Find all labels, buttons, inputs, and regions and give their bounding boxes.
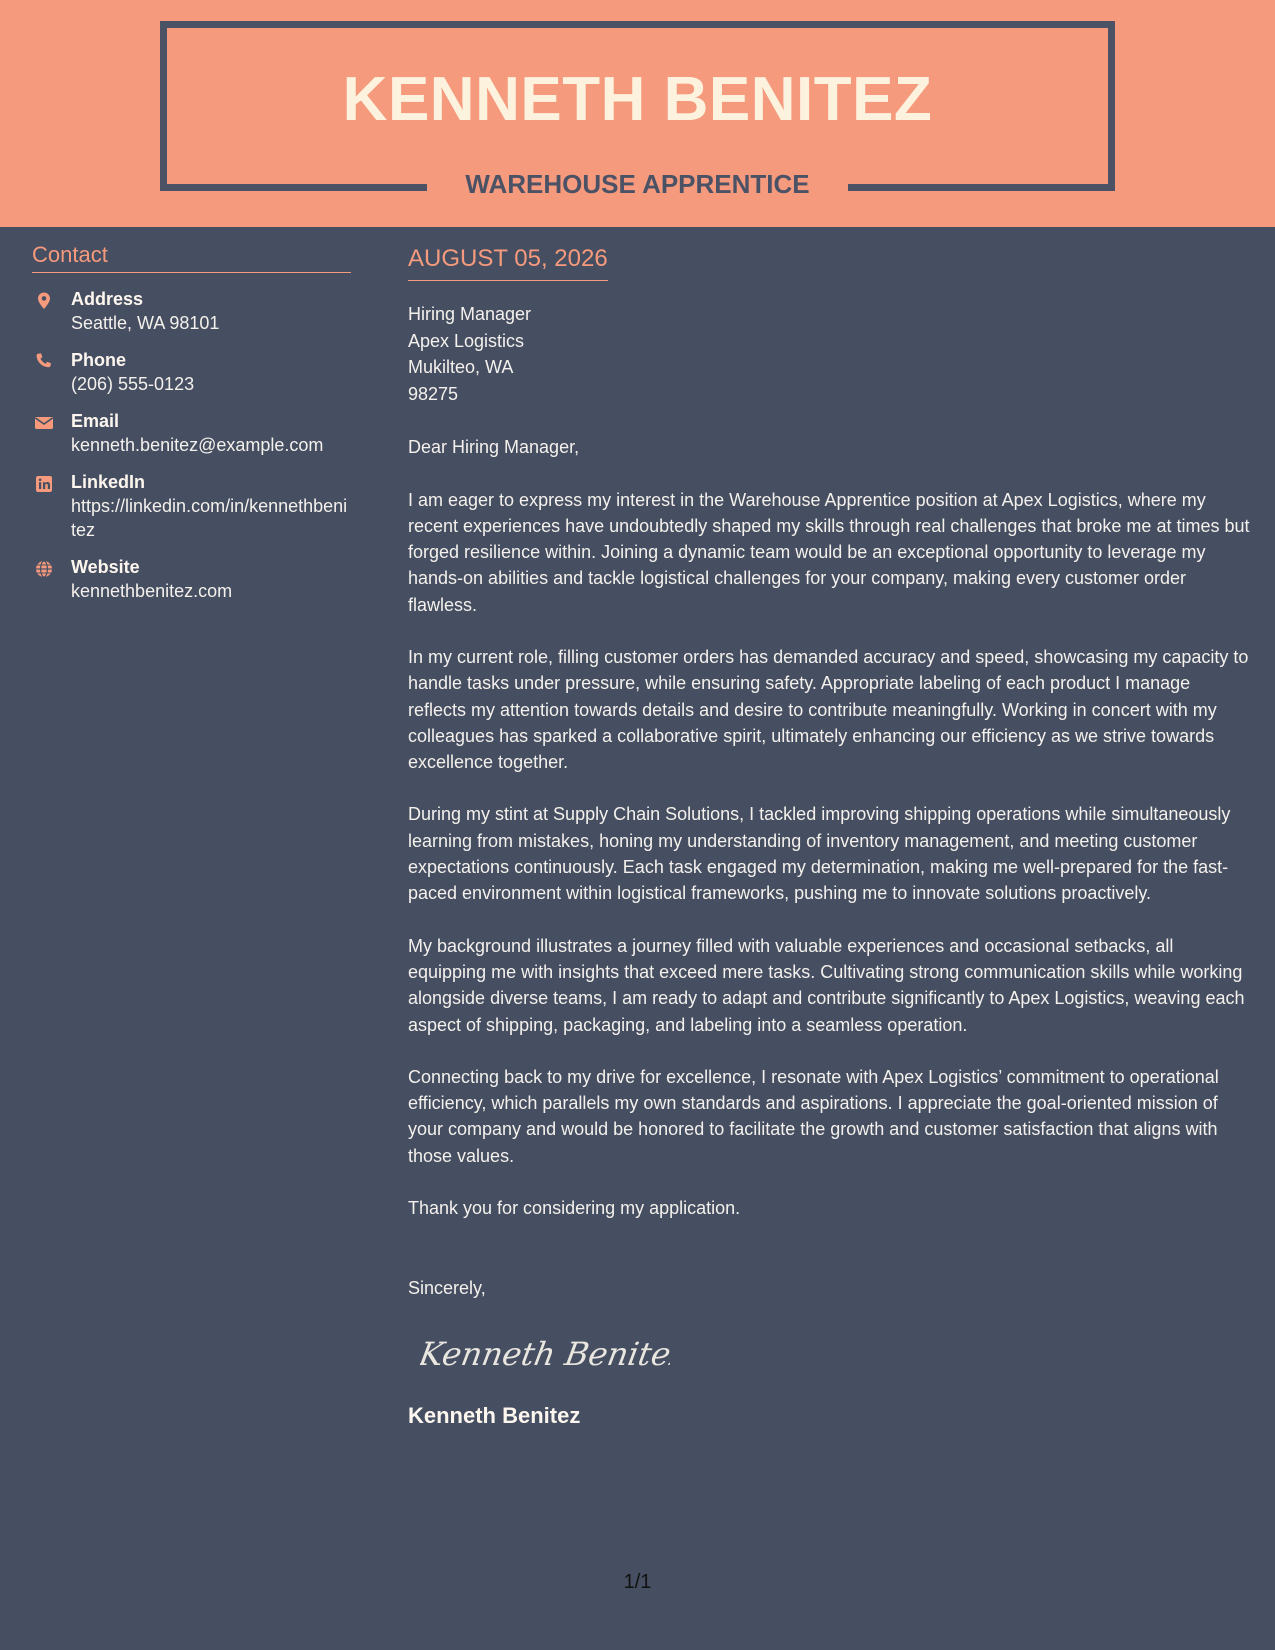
phone-icon [34, 352, 54, 372]
contact-website [32, 555, 351, 603]
recipient-block [408, 301, 1250, 407]
envelope-icon [34, 413, 54, 433]
paragraph: I am eager to express my interest in the Warehouse Apprentice position at Apex Logistics, where my recent experiences have undoubtedly shaped my skills through real challenges that broke me at times but forged resilience within. Joining a dynamic team would be an exceptional opportunity to leverage my hands-on abilities and tackle logistical challenges for your company, making every customer order flawless. [408, 489, 1250, 615]
contact-linkedin [32, 470, 351, 542]
contact-value[interactable]: kennethbenitez.com [71, 581, 233, 601]
globe-icon [34, 559, 54, 579]
recipient-line: Hiring Manager [408, 304, 532, 324]
frame-bottom-left [160, 184, 427, 191]
contact-label: Website [71, 557, 140, 577]
signature-image [420, 1329, 670, 1379]
contact-label: LinkedIn [71, 472, 146, 492]
contact-value: Seattle, WA 98101 [71, 313, 220, 333]
linkedin-icon [34, 474, 54, 494]
paragraph: Connecting back to my drive for excellence, I resonate with Apex Logistics’ commitment to operational efficiency, which parallels my own standards and aspirations. I appreciate the goal-oriented mission of your company and would be honored to facilitate the growth and customer satisfaction that aligns with those values. [408, 1066, 1219, 1166]
letter-date: AUGUST 05, 2026 [408, 244, 608, 281]
job-title: WAREHOUSE APPRENTICE [465, 169, 810, 199]
signer-name: Kenneth Benitez [408, 1403, 581, 1429]
paragraph: My background illustrates a journey filled with valuable experiences and occasional setbacks, all equipping me with insights that exceed mere tasks. Cultivating strong communication skills while working alongside diverse teams, I am ready to adapt and contribute significantly to Apex Logistics, weaving each aspect of shipping, packaging, and labeling into a seamless operation. [408, 935, 1245, 1035]
page-number: 1/1 [623, 1571, 652, 1593]
paragraph: Thank you for considering my application. [408, 1198, 741, 1219]
contact-label: Email [71, 411, 120, 431]
contact-sidebar [32, 242, 351, 616]
contact-value[interactable]: https://linkedin.com/in/kennethbenitez [71, 496, 348, 540]
paragraph: During my stint at Supply Chain Solutions, I tackled improving shipping operations while simultaneously learning from mistakes, honing my understanding of inventory management, and meeting customer expectations continuously. Each task engaged my determination, making me well-prepared for the fast-paced environment within logistical frameworks, pushing me to innovate solutions proactively. [408, 804, 1231, 904]
contact-value: (206) 555-0123 [71, 374, 195, 394]
frame-bottom-right [848, 184, 1115, 191]
closing: Sincerely, [408, 1278, 486, 1299]
recipient-line: Apex Logistics [408, 330, 525, 351]
recipient-line: Mukilteo, WA [408, 357, 514, 377]
map-pin-icon [34, 291, 54, 311]
header-banner [0, 0, 1275, 227]
signature-text: Kenneth Benitez [420, 1335, 670, 1374]
candidate-name: KENNETH BENITEZ [342, 65, 933, 134]
contact-value: kenneth.benitez@example.com [71, 435, 324, 455]
greeting: Dear Hiring Manager, [408, 437, 580, 457]
recipient-line: 98275 [408, 383, 459, 404]
contact-heading: Contact [32, 242, 351, 273]
letter-body [408, 244, 1250, 1430]
contact-email [32, 409, 351, 457]
paragraph: In my current role, filling customer orders has demanded accuracy and speed, showcasing my capacity to handle tasks under pressure, while ensuring safety. Appropriate labeling of each product I manage reflects my attention towards details and desire to contribute meaningfully. Working in concert with my colleagues has sparked a collaborative spirit, ultimately enhancing our efficiency as we strive towards excellence together. [408, 646, 1249, 773]
contact-label: Phone [71, 350, 127, 370]
contact-address [32, 287, 351, 335]
contact-phone [32, 348, 351, 396]
contact-label: Address [71, 289, 144, 309]
